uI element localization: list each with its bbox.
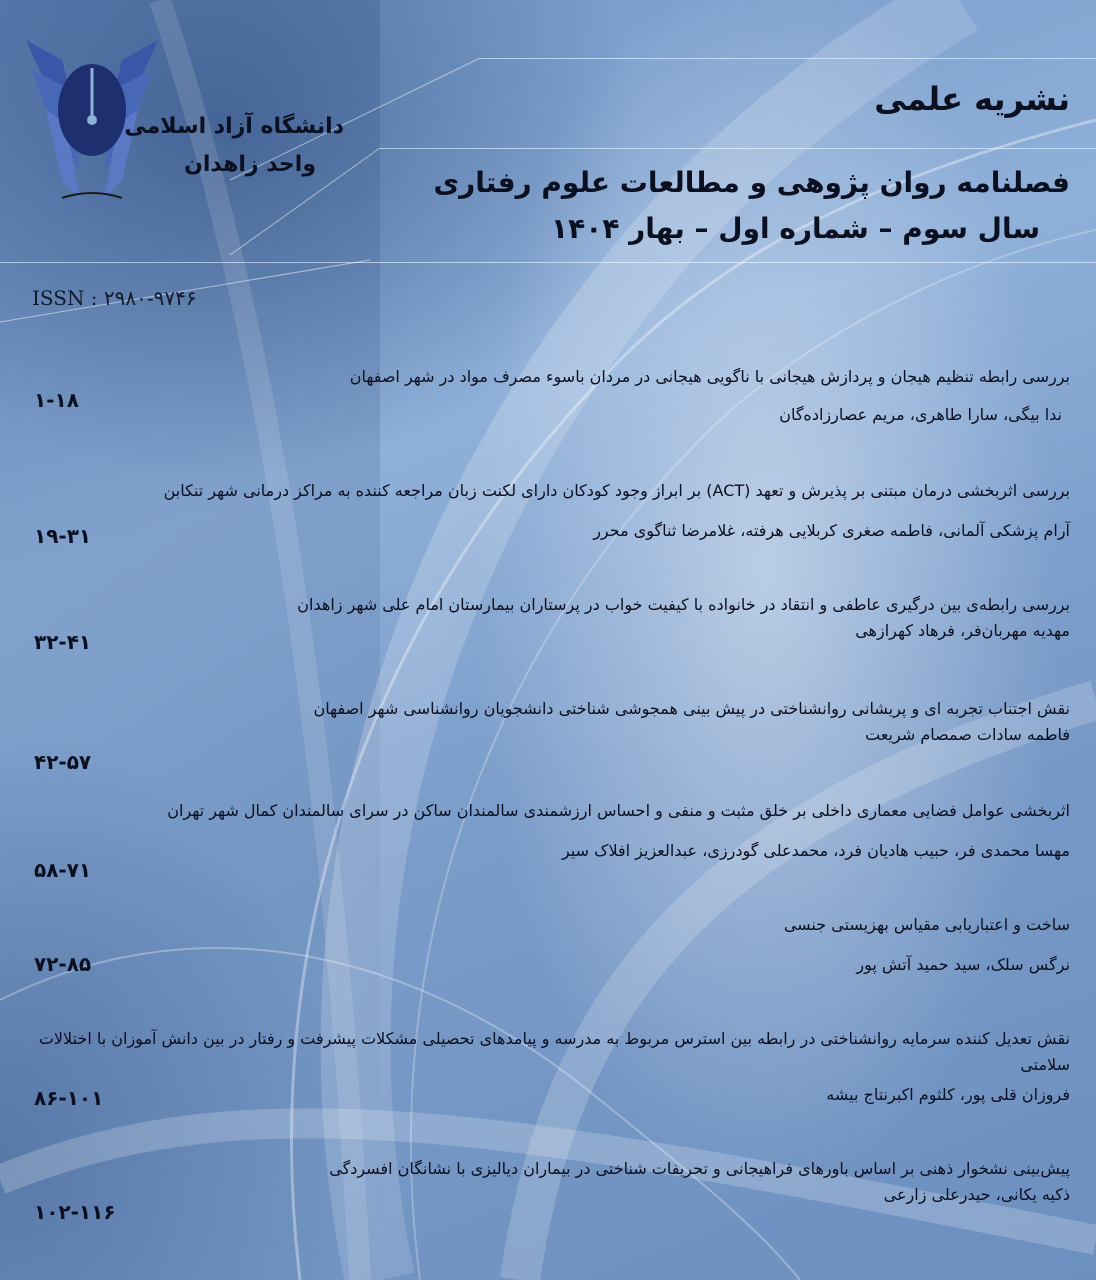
header-line-3 [0,262,1096,263]
article-3 [10,592,1070,644]
article-2 [10,478,1070,544]
header-line-1 [480,58,1096,59]
article-authors: فروزان قلی پور، کلثوم اکبرنتاج بیشه [826,1085,1070,1104]
article-7 [10,1026,1070,1108]
article-pages: ۱-۱۸ [34,388,79,412]
university-line-2: واحد زاهدان [184,152,316,177]
article-title: پیش‌بینی نشخوار ذهنی بر اساس باورهای فراهیجانی و تحریفات شناختی در بیماران دیالیزی با نشانگان افسردگی [329,1159,1070,1178]
article-4 [10,696,1070,748]
article-authors: فاطمه سادات صمصام شریعت [865,725,1070,744]
article-authors: آرام پزشکی آلمانی، فاطمه صغری کربلایی هرفته، غلامرضا ثناگوی محرر [593,521,1070,540]
issn: ISSN : ۲۹۸۰-۹۷۴۶ [32,286,197,310]
article-authors: مهسا محمدی فر، حبیب هادیان فرد، محمدعلی گودرزی، عبدالعزیز افلاک سیر [561,841,1070,860]
university-line-1: دانشگاه آزاد اسلامی [124,114,344,139]
journal-type: نشریه علمی [874,80,1070,118]
article-pages: ۱۰۲-۱۱۶ [34,1200,116,1224]
article-pages: ۸۶-۱۰۱ [34,1086,104,1110]
journal-title: فصلنامه روان پژوهی و مطالعات علوم رفتاری [433,166,1070,199]
article-title: ساخت و اعتباریابی مقیاس بهزیستی جنسی [783,915,1070,934]
article-1 [10,364,1070,428]
article-pages: ۷۲-۸۵ [34,952,92,976]
article-title: نقش اجتناب تجربه ای و پریشانی روانشناختی در پیش بینی همجوشی شناختی دانشجویان روانشناسی شهر اصفهان [313,699,1070,718]
article-title: بررسی رابطه‌ی بین درگیری عاطفی و انتقاد در خانواده با کیفیت خواب در پرستاران بیمارستان امام علی شهر زاهدان [297,595,1070,614]
article-authors: مهدیه مهربان‌فر، فرهاد کهرازهی [855,621,1070,640]
article-pages: ۳۲-۴۱ [34,630,92,654]
header-line-2 [380,148,1096,149]
article-authors: ندا بیگی، سارا طاهری، مریم عصارزاده‌گان [779,405,1062,424]
article-title: نقش تعدیل کننده سرمایه روانشناختی در رابطه بین استرس مربوط به مدرسه و پیامدهای تحصیلی مشکلات پیشرفت و رفتار در بین دانش آموزان با اختلالات سلامتی [38,1029,1070,1074]
issue-info: سال سوم – شماره اول – بهار ۱۴۰۴ [551,212,1040,245]
article-6 [10,912,1070,978]
article-title: بررسی اثربخشی درمان مبتنی بر پذیرش و تعهد (ACT) بر ابراز وجود کودکان دارای لکنت زبان مراجعه کننده به مراکز درمانی شهر تنکابن [163,481,1070,500]
article-8 [10,1156,1070,1208]
article-pages: ۵۸-۷۱ [34,858,92,882]
university-name [84,108,344,184]
article-title: بررسی رابطه تنظیم هیجان و پردازش هیجانی با ناگویی هیجانی در مردان باسوء مصرف مواد در شهر اصفهان [349,367,1070,386]
article-title: اثربخشی عوامل فضایی معماری داخلی بر خلق مثبت و منفی و احساس ارزشمندی سالمندان ساکن در سرای سالمندان کمال شهر تهران [167,801,1070,820]
article-pages: ۱۹-۳۱ [34,524,92,548]
article-pages: ۴۲-۵۷ [34,750,92,774]
article-authors: نرگس سلک، سید حمید آتش پور [856,955,1070,974]
article-authors: ذکیه یکانی، حیدرعلی زارعی [883,1185,1070,1204]
article-5 [10,798,1070,864]
